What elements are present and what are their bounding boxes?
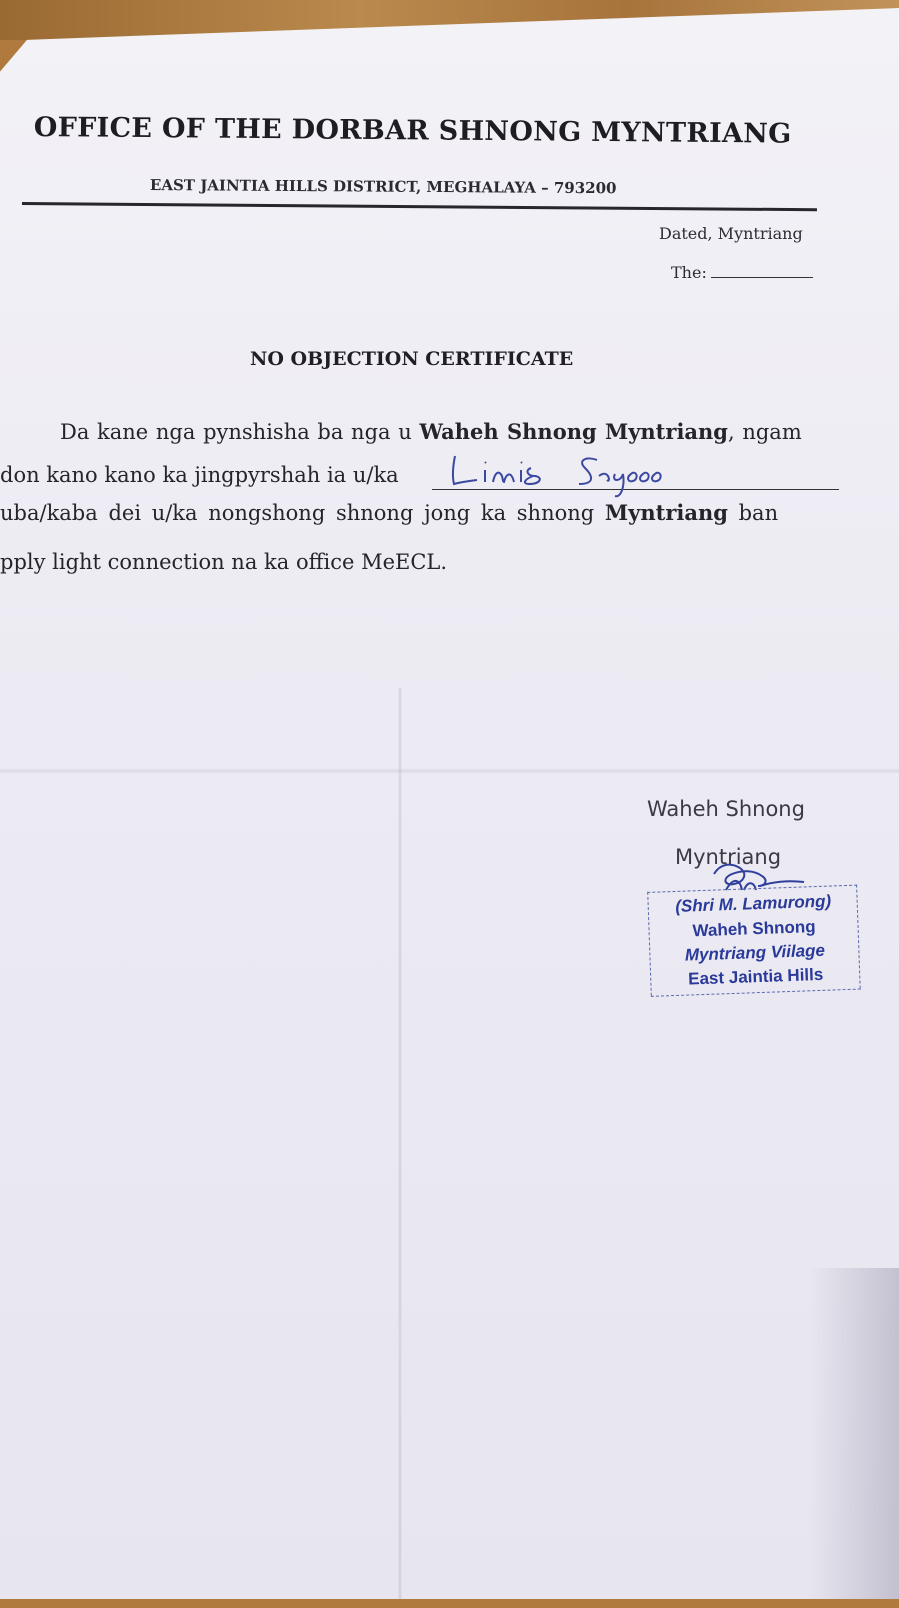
date-blank-line [711,276,813,278]
body-line-1 [60,419,802,444]
body-line-1-text: Da kane nga pynshisha ba nga u [60,420,420,444]
stamp-village: Myntriang Viilage [684,940,826,965]
body-line-1-bold: Waheh Shnong Myntriang [419,419,728,444]
date-field [671,263,813,282]
stamp-designation: Waheh Shnong [692,917,816,941]
paper-fold-horizontal [0,768,899,774]
official-stamp [645,878,864,1003]
body-line-4: pply light connection na ka office MeECL. [0,550,448,574]
signatory-village: Myntriang [675,845,782,869]
stamp-officer-name: (Shri M. Lamurong) [674,891,832,916]
handwritten-name [449,446,689,501]
signatory-title: Waheh Shnong [647,797,805,821]
body-line-2: don kano kano ka jingpyrshah ia u/ka [0,463,399,487]
date-label: The: [671,263,707,282]
office-title: OFFICE OF THE DORBAR SHNONG MYNTRIANG [33,112,792,150]
body-line-3-end: ban [727,501,779,525]
certificate-heading: NO OBJECTION CERTIFICATE [250,348,574,370]
paper-fold-vertical [398,688,402,1608]
body-line-1-end: , ngam [727,420,802,444]
body-line-3-text: uba/kaba dei u/ka nongshong shnong jong ka shnong [0,501,605,525]
stamp-district: East Jaintia Hills [687,964,824,989]
office-address: EAST JAINTIA HILLS DISTRICT, MEGHALAYA – 793200 [149,176,617,198]
stamp-border-bottom [651,989,861,998]
body-line-3 [0,500,778,525]
paper-shadow [809,1268,899,1607]
dated-place: Dated, Myntriang [659,224,803,243]
body-line-3-bold: Myntriang [604,500,728,525]
